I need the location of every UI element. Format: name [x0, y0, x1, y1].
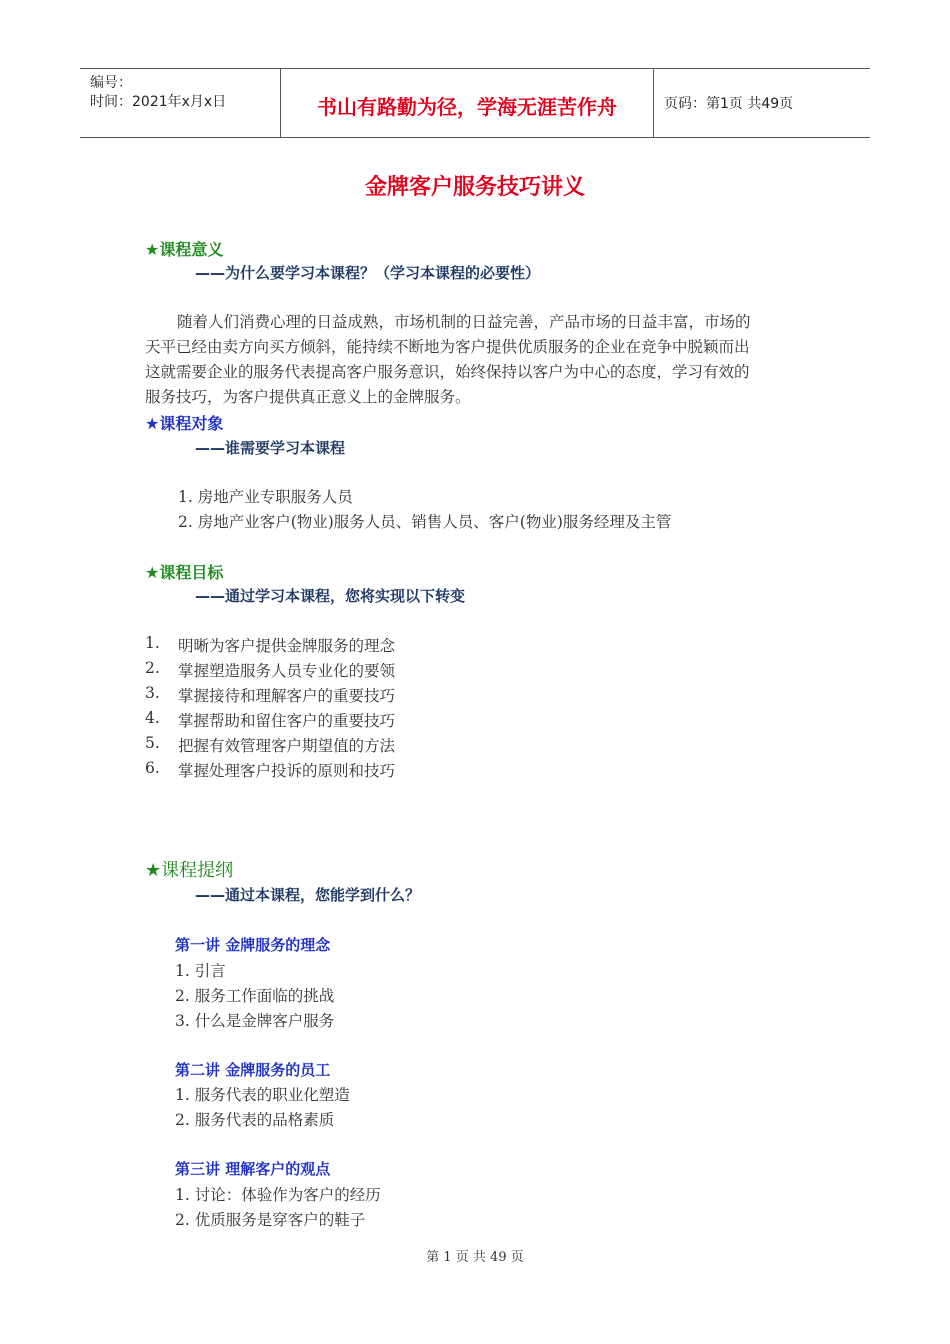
paragraph-line: 随着人们消费心理的日益成熟，市场机制的日益完善，产品市场的日益丰富，市场的 — [177, 313, 751, 331]
paragraph-line: 天平已经由卖方向买方倾斜，能持续不断地为客户提供优质服务的企业在竞争中脱颖而出 — [145, 338, 750, 356]
goal-number: 6. — [145, 759, 160, 777]
significance-subheading: ——为什么要学习本课程？（学习本课程的必要性） — [195, 264, 541, 282]
header-table — [80, 68, 870, 138]
goal-number: 2. — [145, 659, 160, 677]
page-footer: 第 1 页 共 49 页 — [426, 1250, 524, 1265]
lecture-title: 第二讲 金牌服务的员工 — [175, 1061, 331, 1079]
document-number-label: 编号： — [90, 75, 132, 91]
goal-text: 掌握帮助和留住客户的重要技巧 — [178, 712, 396, 730]
lecture-item: 2. 优质服务是穿客户的鞋子 — [175, 1211, 366, 1229]
header-motto-cell — [281, 69, 654, 137]
lecture-item: 2. 服务工作面临的挑战 — [175, 987, 335, 1005]
lecture-item: 1. 服务代表的职业化塑造 — [175, 1086, 350, 1104]
goal-text: 把握有效管理客户期望值的方法 — [178, 737, 396, 755]
paragraph-line: 这就需要企业的服务代表提高客户服务意识，始终保持以客户为中心的态度，学习有效的 — [145, 363, 750, 381]
outline-heading: ★课程提纲 — [145, 860, 234, 881]
document-date-label: 时间：2021年x月x日 — [90, 94, 227, 110]
goal-number: 5. — [145, 734, 160, 752]
page-info: 页码：第1页 共49页 — [664, 96, 794, 112]
audience-subheading: ——谁需要学习本课程 — [195, 439, 346, 457]
goal-text: 掌握接待和理解客户的重要技巧 — [178, 687, 396, 705]
lecture-title: 第三讲 理解客户的观点 — [175, 1160, 331, 1178]
goal-number: 4. — [145, 709, 160, 727]
paragraph-line: 服务技巧，为客户提供真正意义上的金牌服务。 — [145, 388, 471, 406]
lecture-item: 1. 讨论：体验作为客户的经历 — [175, 1186, 381, 1204]
audience-item: 2. 房地产业客户(物业)服务人员、销售人员、客户(物业)服务经理及主管 — [178, 513, 672, 531]
goals-heading: ★课程目标 — [145, 563, 224, 582]
motto-text: 书山有路勤为径，学海无涯苦作舟 — [317, 95, 617, 119]
audience-heading: ★课程对象 — [145, 414, 224, 433]
header-meta-cell — [80, 69, 281, 137]
goal-text: 掌握塑造服务人员专业化的要领 — [178, 662, 396, 680]
goal-number: 3. — [145, 684, 160, 702]
outline-subheading: ——通过本课程，您能学到什么？ — [195, 886, 421, 904]
lecture-item: 2. 服务代表的品格素质 — [175, 1111, 335, 1129]
goal-number: 1. — [145, 634, 160, 652]
lecture-item: 3. 什么是金牌客户服务 — [175, 1012, 335, 1030]
lecture-title: 第一讲 金牌服务的理念 — [175, 936, 331, 954]
header-page-cell — [654, 69, 870, 137]
document-title: 金牌客户服务技巧讲义 — [364, 175, 585, 200]
goals-subheading: ——通过学习本课程，您将实现以下转变 — [195, 587, 466, 605]
audience-item: 1. 房地产业专职服务人员 — [178, 488, 353, 506]
goal-text: 明晰为客户提供金牌服务的理念 — [178, 637, 396, 655]
significance-heading: ★课程意义 — [145, 240, 224, 259]
significance-paragraph — [145, 310, 810, 410]
lecture-item: 1. 引言 — [175, 962, 226, 980]
goal-text: 掌握处理客户投诉的原则和技巧 — [178, 762, 396, 780]
